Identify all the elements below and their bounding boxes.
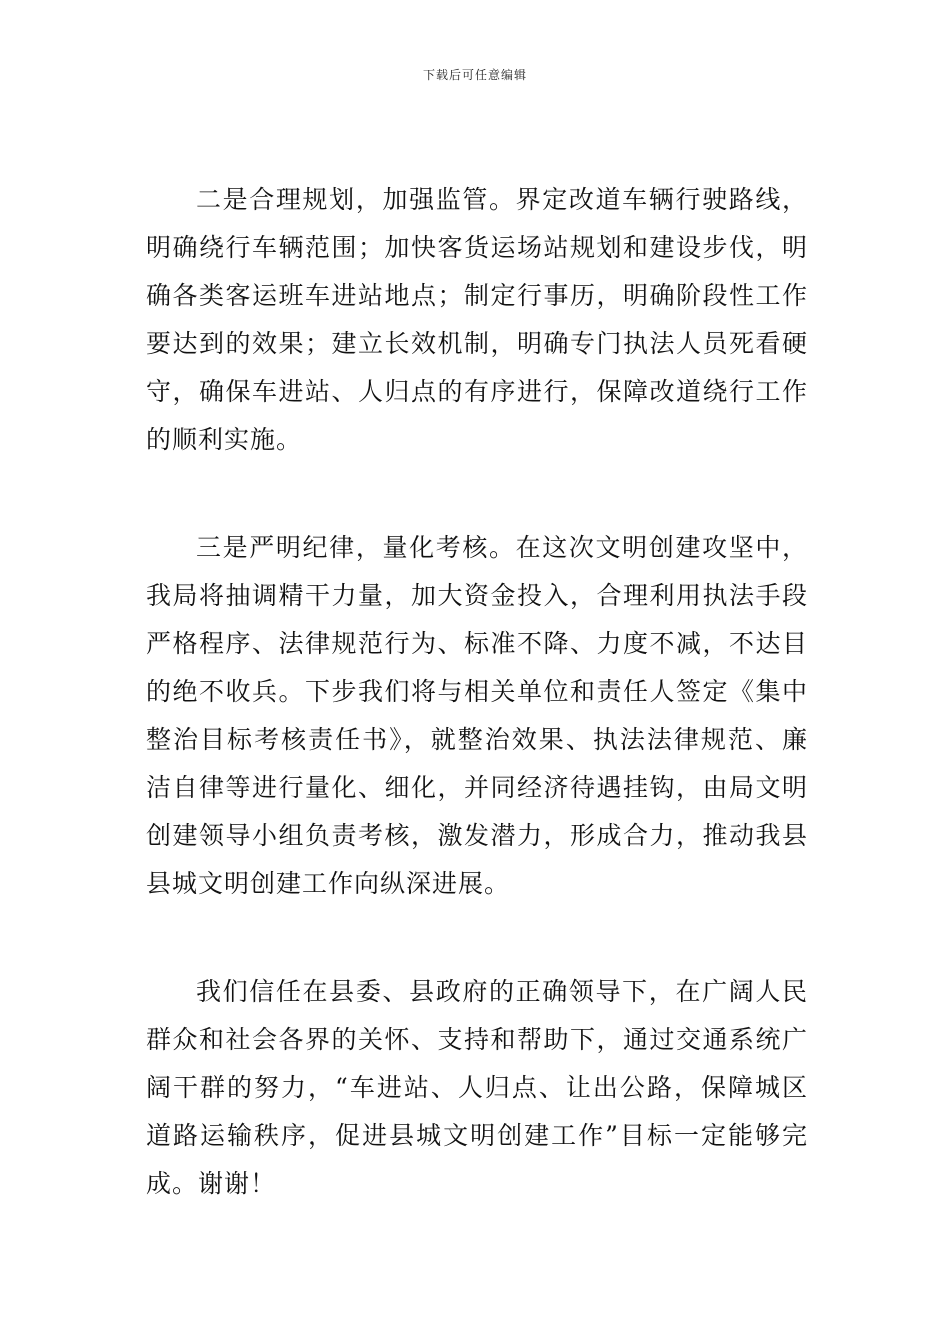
paragraph-closing: 我们信任在县委、县政府的正确领导下，在广阔人民群众和社会各界的关怀、支持和帮助下，通过交通系统广阔干群的努力，“车进站、人归点、让出公路，保障城区道路运输秩序，促进县城文明创建工作”目标一定能够完成。谢谢！ <box>146 977 808 1198</box>
paragraph-planning-supervision: 二是合理规划，加强监管。界定改道车辆行驶路线，明确绕行车辆范围；加快客货运场站规划和建设步伐，明确各类客运班车进站地点；制定行事历，明确阶段性工作要达到的效果；建立长效机制，明确专门执法人员死看硬守，确保车进站、人归点的有序进行，保障改道绕行工作的顺利实施。 <box>146 185 808 454</box>
paragraph-discipline-assessment: 三是严明纪律，量化考核。在这次文明创建攻坚中，我局将抽调精干力量，加大资金投入，合理利用执法手段严格程序、法律规范行为、标准不降、力度不减，不达目的绝不收兵。下步我们将与相关单位和责任人签定《集中整治目标考核责任书》，就整治效果、执法法律规范、廉洁自律等进行量化、细化，并同经济待遇挂钩，由局文明创建领导小组负责考核，激发潜力，形成合力，推动我县县城文明创建工作向纵深进展。 <box>146 533 808 898</box>
header-note: 下载后可任意编辑 <box>422 68 527 82</box>
